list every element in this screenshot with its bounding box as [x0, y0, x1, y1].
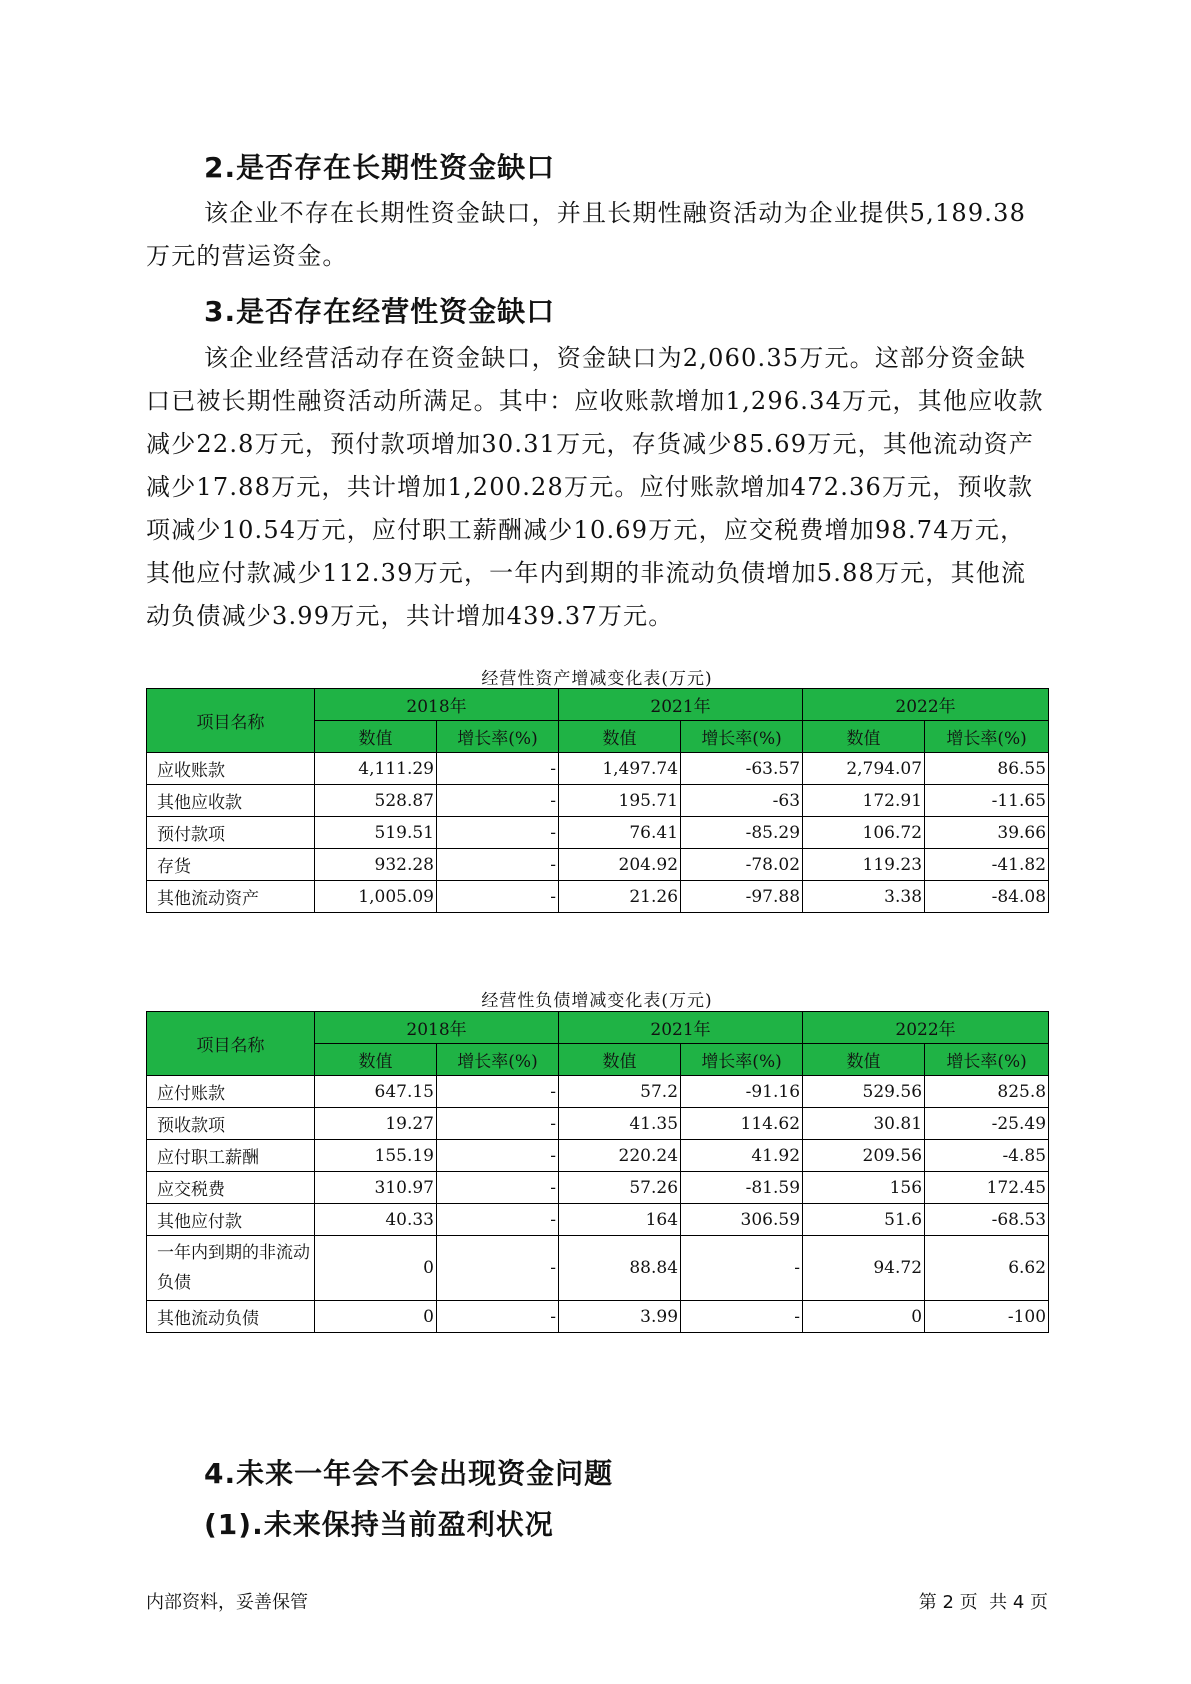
table-cell: 41.92 [681, 1140, 803, 1172]
table-cell: -81.59 [681, 1172, 803, 1204]
year-header-2021: 2021年 [559, 1012, 803, 1044]
table-cell: 30.81 [803, 1108, 925, 1140]
table-cell: -78.02 [681, 849, 803, 881]
table-cell: - [437, 817, 559, 849]
table-cell: 0 [315, 1301, 437, 1333]
table-row [147, 1301, 1049, 1333]
table-cell: -63.57 [681, 753, 803, 785]
table-cell: - [437, 1076, 559, 1108]
table-cell: 1,497.74 [559, 753, 681, 785]
value-header: 数值 [315, 721, 437, 753]
table-cell: 39.66 [925, 817, 1049, 849]
year-header-2021: 2021年 [559, 689, 803, 721]
table-cell: 306.59 [681, 1204, 803, 1236]
table-cell: 932.28 [315, 849, 437, 881]
footer-confidential-note: 内部资料，妥善保管 [146, 1592, 308, 1613]
table-cell: 114.62 [681, 1108, 803, 1140]
table-cell: 519.51 [315, 817, 437, 849]
section-4-heading: 4.未来一年会不会出现资金问题 [204, 1457, 614, 1490]
table-cell: 41.35 [559, 1108, 681, 1140]
table-row [147, 785, 1049, 817]
year-header-2018: 2018年 [315, 689, 559, 721]
row-item-name: 预付款项 [147, 817, 315, 849]
section-3-paragraph [146, 337, 1046, 638]
section-4-1-heading: (1).未来保持当前盈利状况 [204, 1508, 554, 1541]
table-cell: -68.53 [925, 1204, 1049, 1236]
row-item-name: 其他流动负债 [147, 1301, 315, 1333]
table-cell: - [437, 1140, 559, 1172]
table-cell: -85.29 [681, 817, 803, 849]
table-cell: - [437, 1172, 559, 1204]
table-cell: 0 [803, 1301, 925, 1333]
table-cell: 86.55 [925, 753, 1049, 785]
row-item-name: 应付账款 [147, 1076, 315, 1108]
table-cell: - [437, 1301, 559, 1333]
table-cell: -84.08 [925, 881, 1049, 913]
assets-table-caption: 经营性资产增减变化表(万元) [481, 669, 713, 689]
table-cell: 172.45 [925, 1172, 1049, 1204]
table-cell: 40.33 [315, 1204, 437, 1236]
table-row [147, 817, 1049, 849]
table-cell: 3.99 [559, 1301, 681, 1333]
table-cell: -11.65 [925, 785, 1049, 817]
table-cell: -25.49 [925, 1108, 1049, 1140]
value-header: 数值 [803, 721, 925, 753]
table-cell: 164 [559, 1204, 681, 1236]
table-cell: 825.8 [925, 1076, 1049, 1108]
table-cell: 209.56 [803, 1140, 925, 1172]
table-cell: 106.72 [803, 817, 925, 849]
table-row [147, 881, 1049, 913]
row-item-name: 预收款项 [147, 1108, 315, 1140]
section-3-text: 该企业经营活动存在资金缺口，资金缺口为2,060.35万元。这部分资金缺口已被长期性融资活动所满足。其中：应收账款增加1,296.34万元，其他应收款减少22.8万元，预付款项增加30.31万元，存货减少85.69万元，其他流动资产减少17.88万元，共计增加1,200.28万元。应付账款增加472.36万元，预收款项减少10.54万元，应付职工薪酬减少10.69万元，应交税费增加98.74万元，其他应付款减少112.39万元，一年内到期的非流动负债增加5.88万元，其他流动负债减少3.99万元，共计增加439.37万元。 [146, 344, 1044, 630]
table-cell: 2,794.07 [803, 753, 925, 785]
table-row [147, 1204, 1049, 1236]
liabilities-table [146, 1011, 1049, 1333]
table-cell: 94.72 [803, 1236, 925, 1301]
table-cell: 310.97 [315, 1172, 437, 1204]
table-cell: -41.82 [925, 849, 1049, 881]
liabilities-table-body [147, 1076, 1049, 1333]
table-cell: 76.41 [559, 817, 681, 849]
table-cell: 57.26 [559, 1172, 681, 1204]
row-item-name: 应收账款 [147, 753, 315, 785]
liabilities-table-caption: 经营性负债增减变化表(万元) [481, 991, 713, 1011]
table-cell: 204.92 [559, 849, 681, 881]
growth-header: 增长率(%) [437, 721, 559, 753]
table-row [147, 1172, 1049, 1204]
table-cell: - [437, 1108, 559, 1140]
table-cell: - [437, 1204, 559, 1236]
growth-header: 增长率(%) [925, 1044, 1049, 1076]
table-cell: 0 [315, 1236, 437, 1301]
growth-header: 增长率(%) [681, 721, 803, 753]
table-row [147, 1076, 1049, 1108]
table-cell: 172.91 [803, 785, 925, 817]
assets-table [146, 688, 1049, 913]
table-cell: 21.26 [559, 881, 681, 913]
table-cell: 195.71 [559, 785, 681, 817]
table-row [147, 1108, 1049, 1140]
table-cell: -4.85 [925, 1140, 1049, 1172]
assets-table-body [147, 753, 1049, 913]
table-cell: -91.16 [681, 1076, 803, 1108]
table-cell: 19.27 [315, 1108, 437, 1140]
table-cell: - [437, 785, 559, 817]
table-cell: 647.15 [315, 1076, 437, 1108]
table-cell: 6.62 [925, 1236, 1049, 1301]
table-cell: 88.84 [559, 1236, 681, 1301]
table-cell: 1,005.09 [315, 881, 437, 913]
row-item-name: 其他应付款 [147, 1204, 315, 1236]
table-cell: -97.88 [681, 881, 803, 913]
table-row [147, 1140, 1049, 1172]
year-header-2022: 2022年 [803, 689, 1049, 721]
value-header: 数值 [315, 1044, 437, 1076]
table-cell: 3.38 [803, 881, 925, 913]
value-header: 数值 [559, 1044, 681, 1076]
year-header-2018: 2018年 [315, 1012, 559, 1044]
item-name-header: 项目名称 [147, 1012, 315, 1076]
table-cell: - [681, 1236, 803, 1301]
table-cell: 155.19 [315, 1140, 437, 1172]
section-3-heading: 3.是否存在经营性资金缺口 [204, 295, 556, 328]
footer-page-number: 第 2 页 共 4 页 [918, 1592, 1048, 1613]
item-name-header: 项目名称 [147, 689, 315, 753]
growth-header: 增长率(%) [437, 1044, 559, 1076]
table-cell: - [437, 881, 559, 913]
table-cell: - [437, 753, 559, 785]
growth-header: 增长率(%) [925, 721, 1049, 753]
table-cell: 529.56 [803, 1076, 925, 1108]
table-cell: -63 [681, 785, 803, 817]
row-item-name: 存货 [147, 849, 315, 881]
growth-header: 增长率(%) [681, 1044, 803, 1076]
row-item-name: 一年内到期的非流动负债 [147, 1236, 315, 1301]
section-2-text: 该企业不存在长期性资金缺口，并且长期性融资活动为企业提供5,189.38万元的营运资金。 [146, 199, 1027, 270]
table-cell: 4,111.29 [315, 753, 437, 785]
table-row [147, 1236, 1049, 1301]
row-item-name: 应付职工薪酬 [147, 1140, 315, 1172]
section-2-heading: 2.是否存在长期性资金缺口 [204, 151, 556, 184]
table-cell: 528.87 [315, 785, 437, 817]
table-cell: 51.6 [803, 1204, 925, 1236]
section-2-paragraph [146, 192, 1046, 278]
table-row [147, 849, 1049, 881]
row-item-name: 应交税费 [147, 1172, 315, 1204]
table-cell: -100 [925, 1301, 1049, 1333]
table-cell: - [437, 1236, 559, 1301]
table-cell: 57.2 [559, 1076, 681, 1108]
table-cell: - [437, 849, 559, 881]
table-cell: 156 [803, 1172, 925, 1204]
table-cell: 220.24 [559, 1140, 681, 1172]
table-row [147, 753, 1049, 785]
year-header-2022: 2022年 [803, 1012, 1049, 1044]
row-item-name: 其他应收款 [147, 785, 315, 817]
table-cell: 119.23 [803, 849, 925, 881]
value-header: 数值 [559, 721, 681, 753]
value-header: 数值 [803, 1044, 925, 1076]
row-item-name: 其他流动资产 [147, 881, 315, 913]
table-cell: - [681, 1301, 803, 1333]
